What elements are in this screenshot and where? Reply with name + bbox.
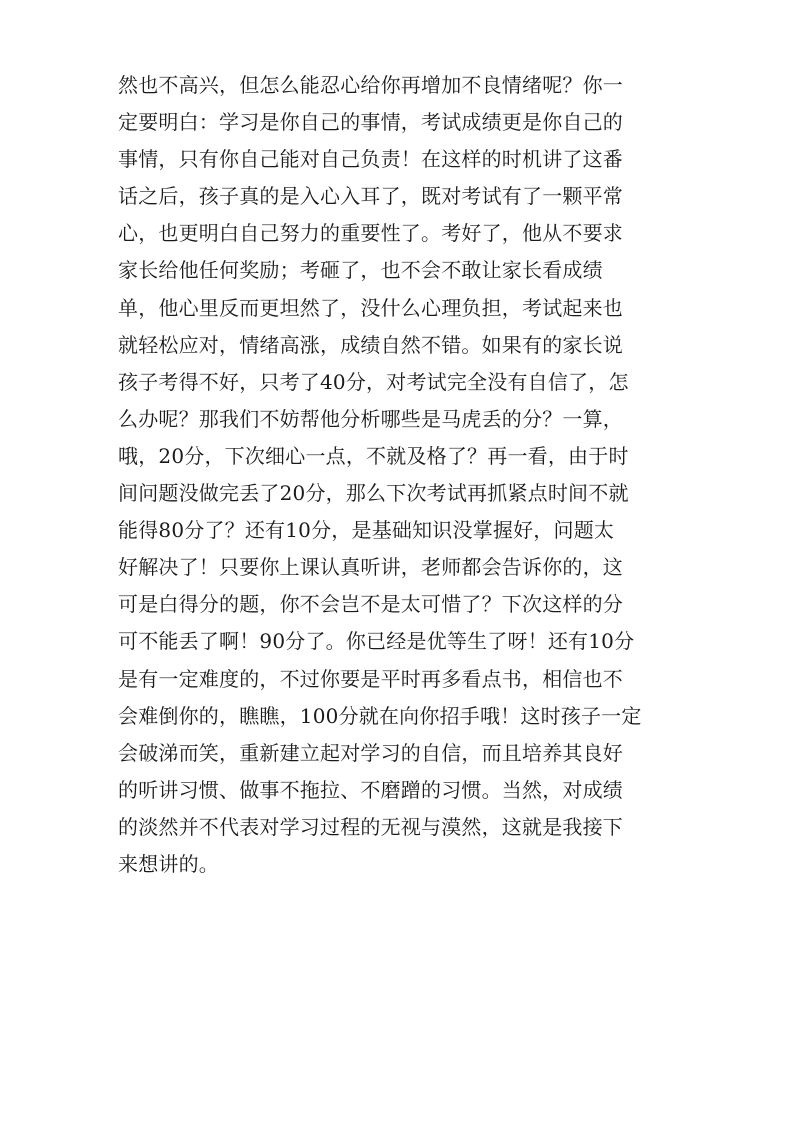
body-text [118,67,678,883]
text-line: 的听讲习惯、做事不拖拉、不磨蹭的习惯。当然，对成绩 [118,777,623,802]
text-line: 会难倒你的，瞧瞧，100分就在向你招手哦！这时孩子一定 [118,703,642,728]
text-line: 来想讲的。 [118,851,219,876]
text-line: 会破涕而笑，重新建立起对学习的自信，而且培养其良好 [118,740,623,765]
text-line: 家长给他任何奖励；考砸了，也不会不敢让家长看成绩 [118,258,603,283]
text-line: 事情，只有你自己能对自己负责！在这样的时机讲了这番 [118,147,623,172]
text-line: 单，他心里反而更坦然了，没什么心理负担，考试起来也 [118,295,623,320]
text-line: 定要明白：学习是你自己的事情，考试成绩更是你自己的 [118,110,623,135]
text-line: 然也不高兴，但怎么能忍心给你再增加不良情绪呢？你一 [118,73,623,97]
text-line: 就轻松应对，情绪高涨，成绩自然不错。如果有的家长说 [118,332,623,357]
text-line: 么办呢？那我们不妨帮他分析哪些是马虎丢的分？一算， [118,406,623,431]
text-line: 心，也更明白自己努力的重要性了。考好了，他从不要求 [118,221,623,246]
text-line: 可是白得分的题，你不会岂不是太可惜了？下次这样的分 [118,592,623,617]
text-line: 好解决了！只要你上课认真听讲，老师都会告诉你的，这 [118,555,623,580]
text-line: 间问题没做完丢了20分，那么下次考试再抓紧点时间不就 [118,481,629,506]
text-line: 可不能丢了啊！90分了。你已经是优等生了呀！还有10分 [118,629,635,654]
text-line: 的淡然并不代表对学习过程的无视与漠然，这就是我接下 [118,814,623,839]
text-line: 孩子考得不好，只考了40分，对考试完全没有自信了，怎 [118,369,629,394]
text-line: 能得80分了？还有10分，是基础知识没掌握好，问题太 [118,518,615,543]
text-line: 哦，20分，下次细心一点，不就及格了？再一看，由于时 [118,443,629,468]
text-line: 话之后，孩子真的是入心入耳了，既对考试有了一颗平常 [118,184,623,209]
text-line: 是有一定难度的，不过你要是平时再多看点书，相信也不 [118,666,623,691]
